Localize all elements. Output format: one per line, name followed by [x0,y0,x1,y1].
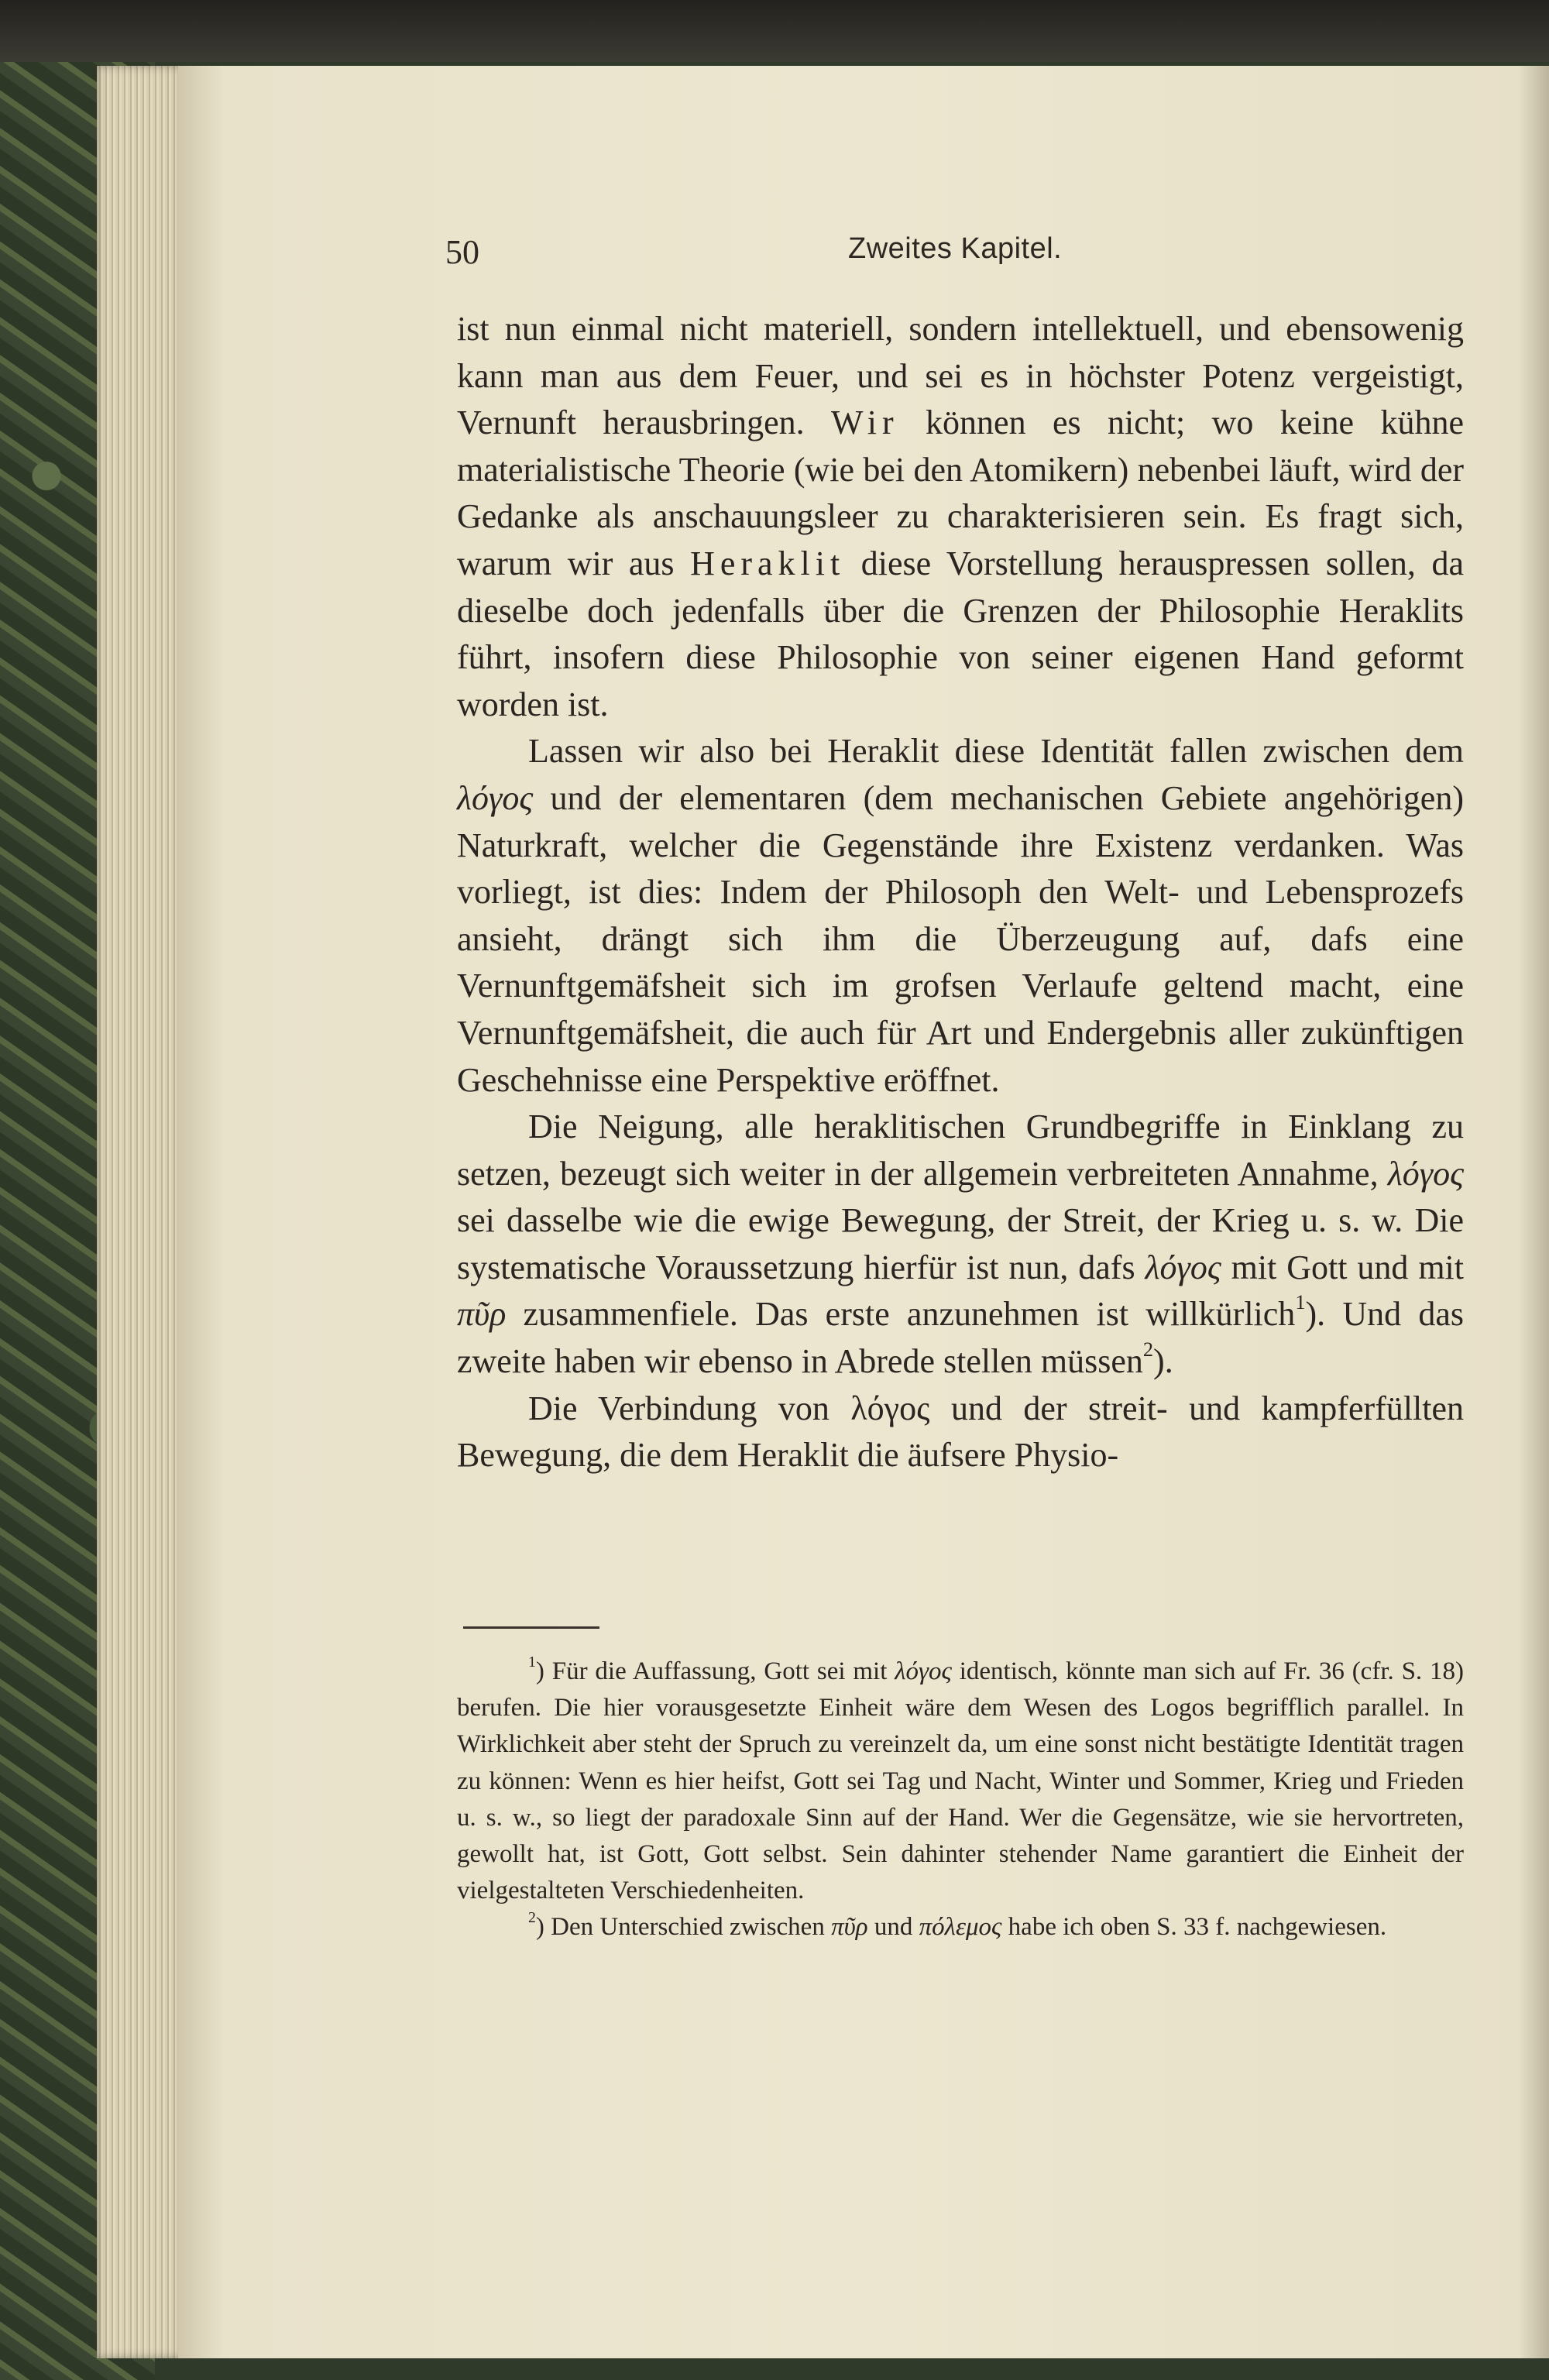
footnote-rule [463,1626,599,1629]
text-run: sei dasselbe wie die ewige Bewegung, der Streit, der Krieg u. s. w. Die systematische Voraussetzung hierfür ist nun, dafs [457,1201,1464,1286]
paragraph-1 [457,306,1464,728]
greek-term: πῦρ [457,1295,507,1334]
text-run: und [867,1913,919,1942]
text-run: habe ich oben S. 33 f. nachgewiesen. [1001,1913,1387,1942]
text-run: ) Den Unterschied zwischen [535,1913,832,1942]
footnote-marker: 2 [528,1909,536,1927]
footnote-marker: 1 [528,1654,536,1671]
footnote-1 [457,1654,1464,1909]
paragraph-2 [457,728,1464,1104]
greek-term: πόλεμος [919,1913,1002,1942]
footnote-2 [457,1909,1464,1946]
page-number: 50 [445,233,479,271]
book-spine-top [0,0,1549,62]
paragraph-3 [457,1104,1464,1386]
text-run: ist nun einmal nicht materiell, sondern intellektuell, und ebensowenig kann man aus dem Feuer, und sei es in höchster Potenz vergeistigt, Vernunft herausbringen. [457,310,1464,442]
text-run: zusammenfiele. Das erste anzunehmen ist willkürlich [506,1295,1296,1334]
text-run: Lassen wir also bei Heraklit diese Identität fallen zwischen dem [528,732,1464,771]
text-run: ). Und das zweite haben wir ebenso in Abrede stellen müssen [457,1295,1464,1381]
footnote-ref-1: 1 [1295,1290,1306,1314]
greek-term: λόγος [895,1657,952,1685]
page-edges [97,66,182,2358]
main-text [457,306,1464,1479]
text-run: mit Gott und mit [1221,1248,1464,1286]
greek-term: λόγος [457,778,534,817]
greek-term: πῦρ [831,1913,868,1942]
page-gutter-shadow [1518,66,1549,2358]
chapter-title: Zweites Kapitel. [848,232,1063,265]
text-run: Die Neigung, alle heraklitischen Grundbegriffe in Einklang zu setzen, bezeugt sich weiter in der allgemein verbreiteten Annahme, [457,1108,1464,1193]
text-run: identisch, könnte man sich auf Fr. 36 (cfr. S. 18) berufen. Die hier vorausgesetzte Einheit wäre dem Wesen des Logos begrifflich parallel. In Wirklichkeit aber steht der Spruch zu vereinzelt da, um eine sonst nicht bestätigte Identität tragen zu können: Wenn es hier heifst, Gott sei Tag und Nacht, Winter und Sommer, Krieg und Frieden u. s. w., so liegt der paradoxale Sinn auf der Hand. Wer die Gegensätze, wie sie hervortreten, gewollt hat, ist Gott, Gott selbst. Sein dahinter stehender Name garantiert die Einheit der vielgestalteten Verschiedenheiten. [457,1657,1465,1905]
emphasis-spaced: Wir [831,404,899,442]
greek-term: λόγος [1145,1248,1221,1286]
text-run: ). [1153,1342,1173,1381]
emphasis-spaced: Heraklit [690,544,846,582]
text-run: diese Vorstellung herauspressen sollen, da dieselbe doch jedenfalls über die Grenzen der Philosophie Heraklits führt, insofern diese Philosophie von seiner eigenen Hand geformt worden ist. [457,544,1464,723]
paragraph-4: Die Verbindung von λόγος und der streit- und kampferfüllten Bewegung, die dem Heraklit die äufsere Physio- [457,1389,1464,1475]
text-run: können es nicht; wo keine kühne materialistische Theorie (wie bei den Atomikern) nebenbei läuft, wird der Gedanke als anschauungsleer zu charakterisieren sein. Es fragt sich, warum wir aus [457,404,1464,582]
greek-term: λόγος [1387,1154,1464,1193]
text-run: und der elementaren (dem mechanischen Gebiete angehörigen) Naturkraft, welcher die Gegenstände ihre Existenz verdanken. Was vorliegt, ist dies: Indem der Philosoph den Welt- und Lebensprozefs ansieht, drängt sich ihm die Überzeugung auf, dafs eine Vernunftgemäfsheit sich im grofsen Verlaufe geltend macht, eine Vernunftgemäfsheit, die auch für Art und Endergebnis aller zukünftigen Geschehnisse eine Perspektive eröffnet. [457,778,1464,1099]
footnotes [457,1654,1464,1946]
running-head [445,232,1483,279]
text-run: ) Für die Auffassung, Gott sei mit [535,1657,895,1685]
footnote-ref-2: 2 [1142,1337,1154,1361]
